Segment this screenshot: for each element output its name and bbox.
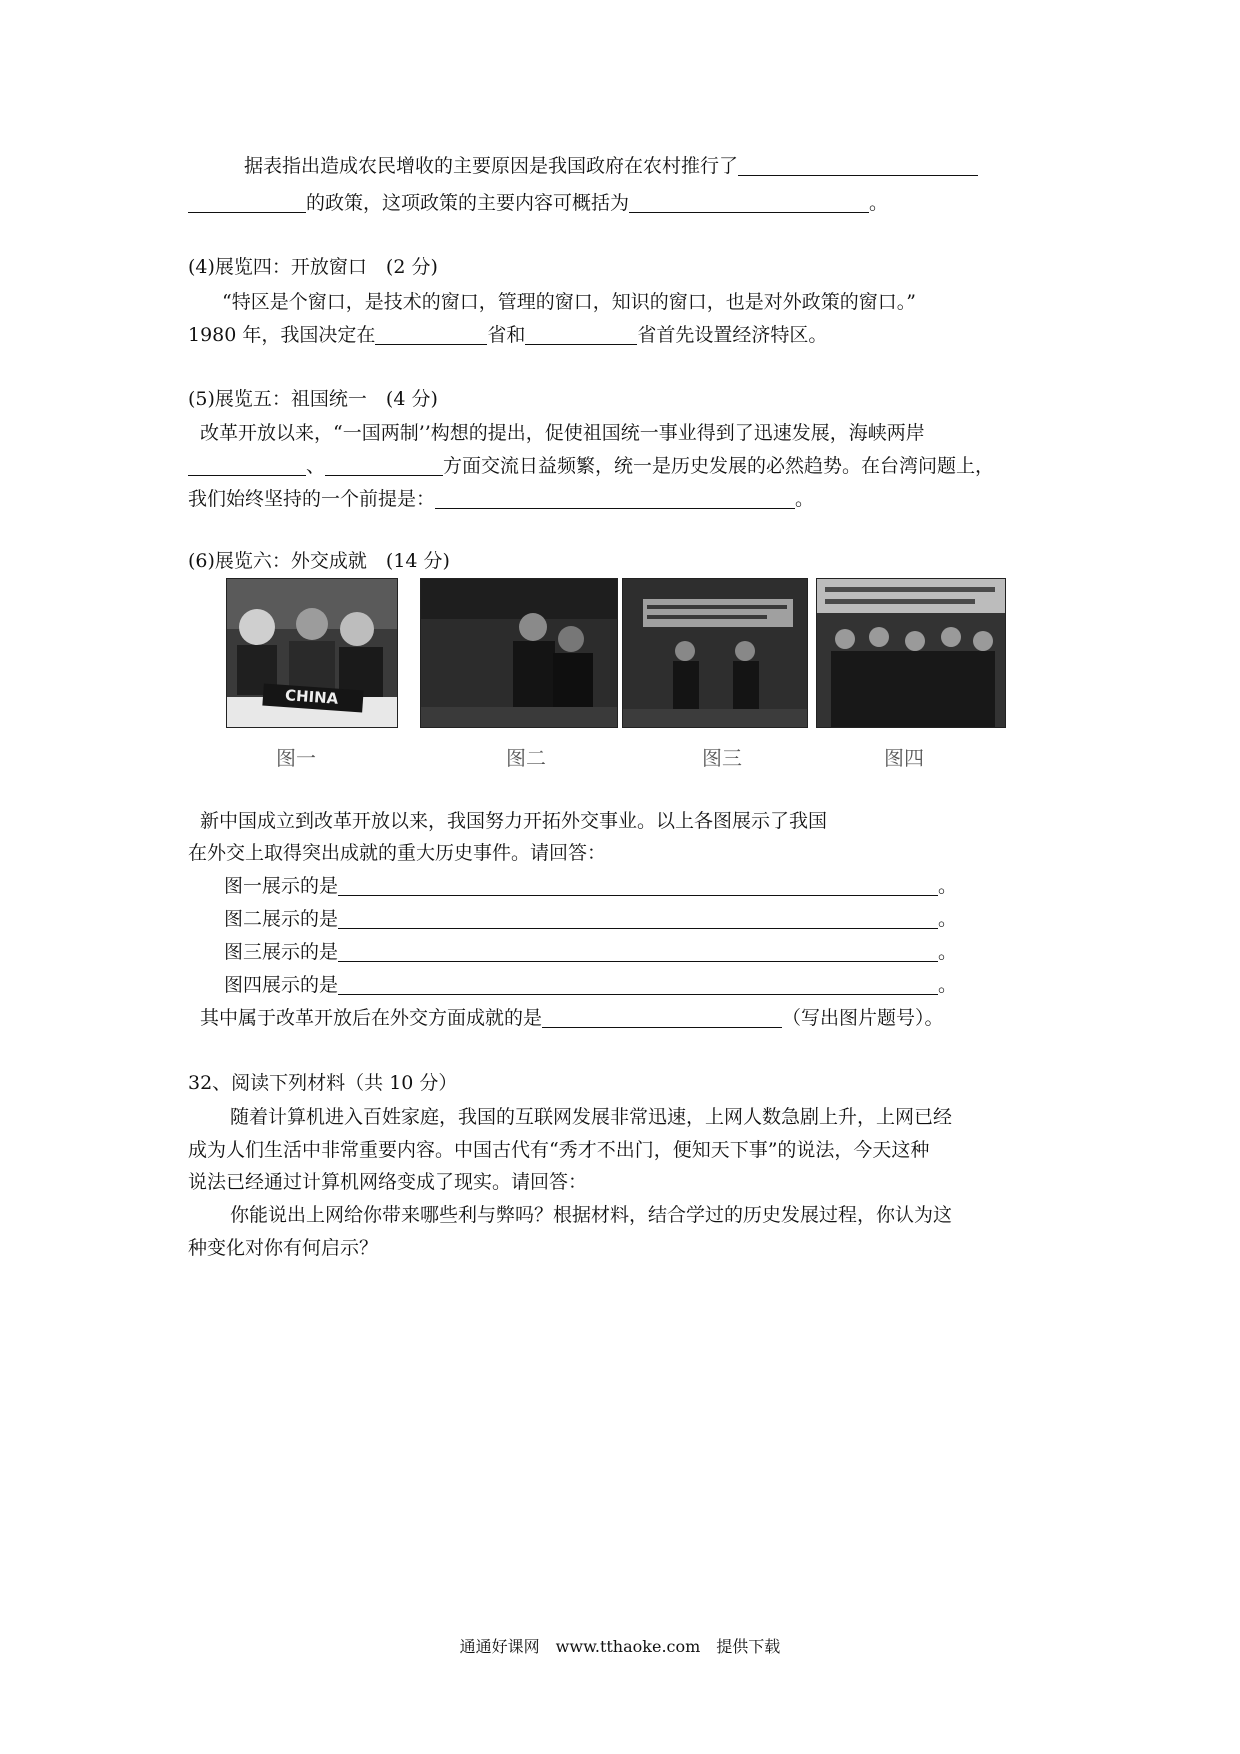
- q4-text-b: 省和: [487, 324, 526, 346]
- q5-line3: [188, 486, 814, 512]
- q32-p1-line1: 随着计算机进入百姓家庭，我国的互联网发展非常迅速，上网人数急剧上升，上网已经: [230, 1106, 953, 1128]
- q32-p1-line3: 说法已经通过计算机网络变成了现实。请回答：: [188, 1171, 588, 1193]
- q6-item-3-end: 。: [938, 941, 958, 963]
- q3-blank-1-cont[interactable]: [188, 192, 306, 213]
- q6-item-2-blank[interactable]: [338, 908, 938, 929]
- caption-figure-2: 图二: [506, 746, 546, 770]
- q4-text-a: 1980 年，我国决定在: [188, 324, 376, 346]
- q6-item-1: [224, 873, 957, 899]
- q3-line2: [188, 190, 888, 216]
- q6-item-4-end: 。: [938, 974, 958, 996]
- photo-3-image: [623, 579, 807, 727]
- photo-figure-3: [622, 578, 808, 728]
- q6-item-1-end: 。: [938, 875, 958, 897]
- q3-end: 。: [869, 192, 889, 214]
- q3-text-b: 的政策，这项政策的主要内容可概括为: [306, 192, 630, 214]
- q6-item-3-label: 图三展示的是: [224, 941, 339, 963]
- q6-last-a: 其中属于改革开放后在外交方面成就的是: [200, 1007, 543, 1029]
- photo-figure-2: [420, 578, 618, 728]
- q32-p1-line2: 成为人们生活中非常重要内容。中国古代有“秀才不出门，便知天下事”的说法，今天这种: [188, 1139, 930, 1161]
- q6-heading: (6)展览六：外交成就 (14 分): [188, 550, 450, 572]
- q6-item-2-end: 。: [938, 908, 958, 930]
- q5-blank-2[interactable]: [325, 455, 443, 476]
- q5-line1: 改革开放以来，“一国两制’’构想的提出，促使祖国统一事业得到了迅速发展，海峡两岸: [200, 422, 925, 444]
- q6-last-b: （写出图片题号）。: [782, 1007, 944, 1029]
- q32-p2-line1: 你能说出上网给你带来哪些利与弊吗？根据材料，结合学过的历史发展过程，你认为这: [230, 1204, 953, 1226]
- q32-heading: 32、阅读下列材料（共 10 分）: [188, 1072, 458, 1094]
- q3-line1: [244, 153, 978, 179]
- q6-intro-1: 新中国成立到改革开放以来，我国努力开拓外交事业。以上各图展示了我国: [200, 810, 828, 832]
- q6-item-4-blank[interactable]: [338, 974, 938, 995]
- q6-last-blank[interactable]: [542, 1007, 782, 1028]
- q6-item-2-label: 图二展示的是: [224, 908, 339, 930]
- q6-item-3-blank[interactable]: [338, 941, 938, 962]
- page-footer: 通通好课网 www.tthaoke.com 提供下载: [459, 1637, 781, 1656]
- q5-heading: (5)展览五：祖国统一 (4 分): [188, 388, 438, 410]
- q5-line2: [188, 453, 994, 479]
- q6-intro-2: 在外交上取得突出成就的重大历史事件。请回答：: [188, 842, 607, 864]
- q5-line3-text: 我们始终坚持的一个前提是：: [188, 488, 436, 510]
- q5-end: 。: [795, 488, 815, 510]
- q3-blank-2[interactable]: [629, 192, 869, 213]
- q5-blank-3[interactable]: [435, 488, 795, 509]
- q6-item-3: [224, 939, 957, 965]
- q32-p2-line2: 种变化对你有何启示？: [188, 1237, 379, 1259]
- q5-line2-tail: 方面交流日益频繁，统一是历史发展的必然趋势。在台湾问题上，: [443, 455, 995, 477]
- caption-figure-1: 图一: [276, 746, 316, 770]
- q4-text-c: 省首先设置经济特区。: [637, 324, 828, 346]
- caption-figure-3: 图三: [702, 746, 742, 770]
- photo-figure-4: [816, 578, 1006, 728]
- photo-4-image: [817, 579, 1005, 727]
- q6-item-4: [224, 972, 957, 998]
- q6-item-1-label: 图一展示的是: [224, 875, 339, 897]
- q6-item-4-label: 图四展示的是: [224, 974, 339, 996]
- photo-2-image: [421, 579, 617, 727]
- q4-blank-2[interactable]: [525, 324, 637, 345]
- q4-quote: “特区是个窗口，是技术的窗口，管理的窗口，知识的窗口，也是对外政策的窗口。”: [222, 291, 916, 313]
- q3-text-a: 据表指出造成农民增收的主要原因是我国政府在农村推行了: [244, 155, 739, 177]
- q4-heading: (4)展览四：开放窗口 (2 分): [188, 256, 438, 278]
- photo-figure-1: [226, 578, 398, 728]
- q6-last: [200, 1005, 944, 1031]
- q6-item-1-blank[interactable]: [338, 875, 938, 896]
- q5-sep: 、: [306, 455, 326, 477]
- q4-line: [188, 322, 827, 348]
- photo-1-sign: CHINA: [284, 686, 339, 708]
- q5-blank-1[interactable]: [188, 455, 306, 476]
- q6-item-2: [224, 906, 957, 932]
- q4-blank-1[interactable]: [375, 324, 487, 345]
- q3-blank-1[interactable]: [738, 155, 978, 176]
- caption-figure-4: 图四: [884, 746, 924, 770]
